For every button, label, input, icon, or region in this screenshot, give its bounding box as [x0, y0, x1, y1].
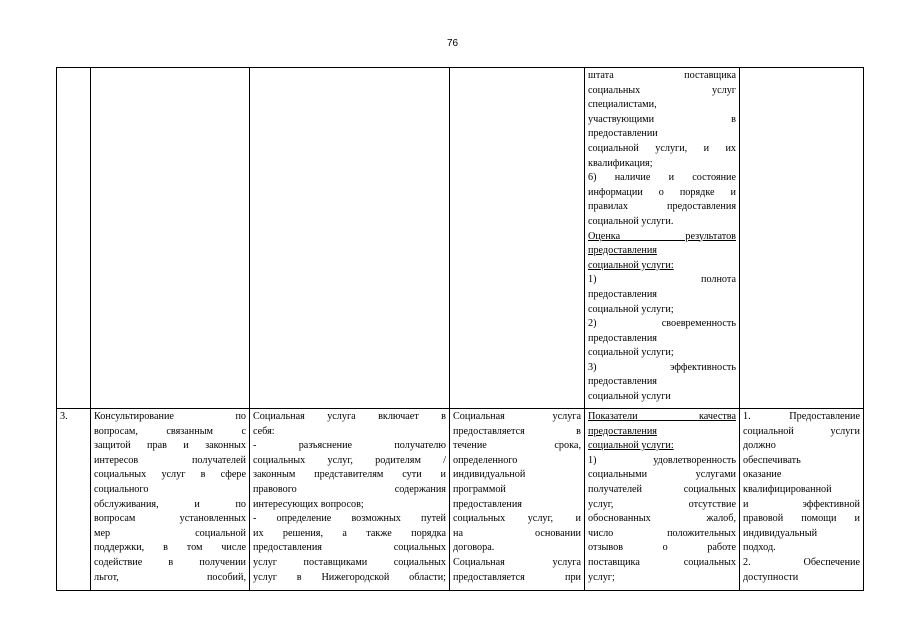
text-line: социальной услуги; — [588, 303, 674, 315]
row1-terms-cell — [450, 68, 585, 409]
text-line: Социальная услуга включает в — [253, 411, 446, 422]
text-line: Показатели качества — [588, 411, 736, 422]
text-line: предоставления — [588, 245, 657, 257]
text-line: предоставлении — [588, 128, 658, 140]
text-line: предоставления — [588, 332, 657, 344]
text-line: интересов получателей — [94, 454, 246, 466]
text-line: поставщика социальных — [588, 556, 736, 568]
text-line: себя: — [253, 425, 275, 437]
text-line: индивидуальный — [743, 527, 818, 539]
text-line: договора. — [453, 542, 495, 554]
row2-description-cell — [250, 409, 450, 591]
text-line: доступности — [743, 571, 799, 583]
text-line: специалистами, — [588, 99, 657, 111]
row2-number-cell: 3. — [57, 409, 91, 591]
text-line: социальных услуг, родителям / — [253, 454, 446, 466]
text-line: участвующими в — [588, 113, 736, 125]
text-line: 1. Предоставление — [743, 411, 860, 422]
text-line: 1) удовлетворенность — [588, 454, 736, 466]
row2-quality-indicators-cell — [585, 409, 740, 591]
text-line: определенного — [453, 454, 518, 466]
text-line: социальной услуги. — [588, 215, 674, 227]
text-line: подход. — [743, 542, 776, 554]
text-line: оказание — [743, 469, 782, 481]
text-line: обслуживания, и по — [94, 498, 246, 510]
text-line: правовой помощи и — [743, 513, 860, 525]
text-line: получателей социальных — [588, 483, 736, 495]
text-line: индивидуальной — [453, 469, 526, 481]
text-line: содействие в получении — [94, 556, 246, 568]
text-line: социальной услуги; — [588, 347, 674, 359]
row1-quality-indicators-cell — [585, 68, 740, 409]
text-line: предоставляется в — [453, 425, 581, 437]
row1-number-cell — [57, 68, 91, 409]
row2-terms-cell — [450, 409, 585, 591]
text-line: законным представителям сути и — [253, 469, 446, 481]
text-line: социальной услуги — [743, 425, 860, 437]
text-line: льгот, пособий, — [94, 571, 246, 583]
text-line: социальных услуг, и — [453, 513, 581, 525]
text-line: программой — [453, 483, 506, 495]
text-line: социальной услуги — [588, 391, 671, 403]
text-line: предоставляется при — [453, 571, 581, 583]
text-line: - разъяснение получателю — [253, 440, 446, 452]
table-row — [57, 409, 864, 591]
text-line: Консультирование по — [94, 411, 246, 422]
text-line: обоснованных жалоб, — [588, 513, 736, 525]
text-line: вопросам установленных — [94, 513, 246, 525]
text-line: 6) наличие и состояние — [588, 172, 736, 184]
text-line: услуг поставщиками социальных — [253, 556, 446, 568]
text-line: правилах предоставления — [588, 201, 736, 213]
text-line: предоставления — [453, 498, 522, 510]
text-line: 3) эффективность — [588, 361, 736, 373]
text-line: обеспечивать — [743, 454, 801, 466]
text-line: число положительных — [588, 527, 736, 539]
text-line: поддержки, в том числе — [94, 542, 246, 554]
text-line: квалифицированной — [743, 483, 832, 495]
text-line: Социальная услуга — [453, 556, 581, 568]
text-line: отзывов о работе — [588, 542, 736, 554]
text-line: 2. Обеспечение — [743, 556, 860, 568]
text-line: услуг, отсутствие — [588, 498, 736, 510]
text-line: квалификация; — [588, 157, 653, 169]
text-line: мер социальной — [94, 527, 246, 539]
text-line: социальных услуг — [588, 84, 736, 96]
text-line: социальных услуг в сфере — [94, 469, 246, 481]
text-line: вопросам, связанным с — [94, 425, 246, 437]
text-line: 1) полнота — [588, 274, 736, 286]
page-number: 76 — [446, 38, 459, 49]
text-line: услуг; — [588, 571, 615, 583]
text-line: Оценка результатов — [588, 230, 736, 242]
text-line: социальной услуги, и их — [588, 142, 736, 154]
text-line: социальными услугами — [588, 469, 736, 481]
text-line: предоставления социальных — [253, 542, 446, 554]
text-line: на основании — [453, 527, 581, 539]
text-line: должно — [743, 440, 776, 452]
services-table — [56, 67, 864, 591]
text-line: и эффективной — [743, 498, 860, 510]
text-line: защитой прав и законных — [94, 440, 246, 452]
text-line: предоставления — [588, 425, 657, 437]
row1-service-name-cell — [91, 68, 250, 409]
text-line: предоставления — [588, 376, 657, 388]
text-line: правового содержания — [253, 483, 446, 495]
text-line: 2) своевременность — [588, 318, 736, 330]
text-line: Социальная услуга — [453, 411, 581, 422]
text-line: социальной услуги: — [588, 440, 674, 452]
text-line: их решения, а также порядка — [253, 527, 446, 539]
text-line: течение срока, — [453, 440, 581, 452]
text-line: интересующих вопросов; — [253, 498, 364, 510]
row2-conditions-cell — [740, 409, 864, 591]
table-row — [57, 68, 864, 409]
text-line: социальной услуги: — [588, 259, 674, 271]
text-line: услуг в Нижегородской области; — [253, 571, 446, 583]
text-line: предоставления — [588, 288, 657, 300]
row1-conditions-cell — [740, 68, 864, 409]
text-line: штата поставщика — [588, 70, 736, 81]
row1-description-cell — [250, 68, 450, 409]
row2-service-name-cell — [91, 409, 250, 591]
text-line: - определение возможных путей — [253, 513, 446, 525]
text-line: социального — [94, 483, 149, 495]
text-line: информации о порядке и — [588, 186, 736, 198]
